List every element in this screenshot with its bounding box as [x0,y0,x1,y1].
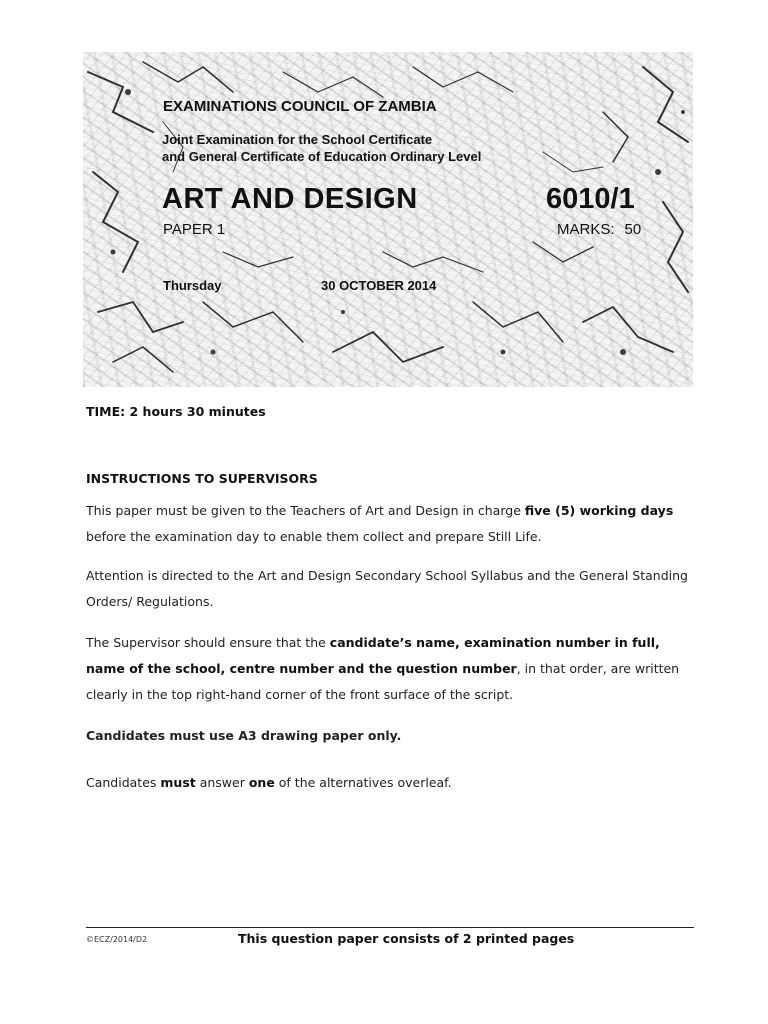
instruction-paragraph-5 [86,770,696,796]
instruction-paragraph-3 [86,630,696,708]
instruction-paragraph-2: Attention is directed to the Art and Design Secondary School Syllabus and the General Standing Orders/ Regulations. [86,568,688,609]
emphasis: five (5) working days [524,503,674,518]
text: , in that order, are written clearly in the top right-hand corner of the front surface of the script. [86,661,680,702]
paper-number: PAPER 1 [163,221,226,238]
instruction-paragraph-4: Candidates must use A3 drawing paper only. [86,728,402,743]
marks [557,221,641,238]
footer-copyright-code: ©ECZ/2014/D2 [86,935,148,944]
emphasis: must [160,775,196,790]
time-allowed: TIME: 2 hours 30 minutes [86,404,266,419]
exam-title-line2: and General Certificate of Education Ordinary Level [162,149,482,164]
text: The Supervisor should ensure that the [86,635,330,650]
cover-header [83,52,693,387]
council-name: EXAMINATIONS COUNCIL OF ZAMBIA [163,98,437,115]
subject-title: ART AND DESIGN [162,183,418,215]
instructions-heading: INSTRUCTIONS TO SUPERVISORS [86,471,318,486]
footer-divider [86,927,694,928]
text: This paper must be given to the Teachers of Art and Design in charge [86,503,525,518]
emphasis: one [248,775,275,790]
text: of the alternatives overleaf. [274,775,452,790]
instruction-paragraph-1 [86,498,696,550]
marks-label: MARKS: [557,221,615,238]
text: Candidates [86,775,161,790]
marks-value: 50 [624,221,642,238]
exam-day: Thursday [163,278,222,293]
emphasis: candidate’s name, examination number in full, name of the school, centre number and the question number [86,635,660,676]
paper-code: 6010/1 [546,183,635,215]
footer-page-count: This question paper consists of 2 printed pages [238,931,575,946]
exam-title-line1: Joint Examination for the School Certificate [162,132,433,147]
text: answer [195,775,249,790]
text: before the examination day to enable them collect and prepare Still Life. [86,529,542,544]
exam-date: 30 OCTOBER 2014 [321,278,437,293]
